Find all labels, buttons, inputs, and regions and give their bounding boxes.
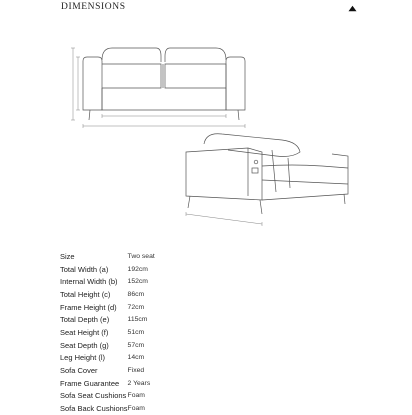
spec-value: Foam <box>127 392 145 400</box>
spec-row <box>60 402 155 415</box>
chevron-up-icon <box>348 5 357 12</box>
spec-value: 14cm <box>127 354 145 362</box>
spec-value: 57cm <box>127 341 145 349</box>
spec-row <box>60 339 155 352</box>
spec-table <box>60 250 155 415</box>
spec-value: 115cm <box>127 316 148 324</box>
spec-row <box>60 326 155 339</box>
spec-value: Fixed <box>127 367 145 375</box>
spec-row <box>60 377 155 390</box>
spec-row <box>60 275 155 288</box>
spec-value: Two seat <box>127 252 155 260</box>
spec-label: Seat Height (f) <box>60 327 109 337</box>
spec-value: 51cm <box>127 328 145 336</box>
section-title: DIMENSIONS <box>61 2 126 12</box>
spec-value: 192cm <box>127 265 148 273</box>
spec-label: Seat Depth (g) <box>60 340 109 350</box>
spec-label: Frame Guarantee <box>60 378 120 388</box>
sofa-front-view-diagram <box>68 42 258 132</box>
spec-value: 2 Years <box>127 379 151 387</box>
spec-row <box>60 313 155 326</box>
spec-value: 72cm <box>127 303 145 311</box>
spec-value: 152cm <box>127 278 148 286</box>
spec-row <box>60 352 155 365</box>
spec-label: Total Width (a) <box>60 264 109 274</box>
spec-value: 86cm <box>127 290 145 298</box>
spec-row <box>60 263 155 276</box>
spec-label: Total Depth (e) <box>60 315 110 325</box>
spec-row <box>60 390 155 403</box>
spec-row <box>60 288 155 301</box>
spec-label: Internal Width (b) <box>60 277 118 287</box>
spec-label: Total Height (c) <box>60 289 111 299</box>
spec-label: Sofa Seat Cushions <box>60 391 127 401</box>
spec-label: Sofa Cover <box>60 366 98 376</box>
spec-row <box>60 301 155 314</box>
sofa-side-view-diagram <box>182 128 354 232</box>
spec-row <box>60 364 155 377</box>
dimensions-header <box>0 0 412 18</box>
spec-label: Frame Height (d) <box>60 302 117 312</box>
spec-label: Size <box>60 251 75 261</box>
spec-label: Sofa Back Cushions <box>60 404 128 414</box>
spec-row <box>60 250 155 263</box>
spec-label: Leg Height (l) <box>60 353 106 363</box>
collapse-toggle[interactable] <box>346 3 358 13</box>
spec-value: Foam <box>127 405 145 413</box>
